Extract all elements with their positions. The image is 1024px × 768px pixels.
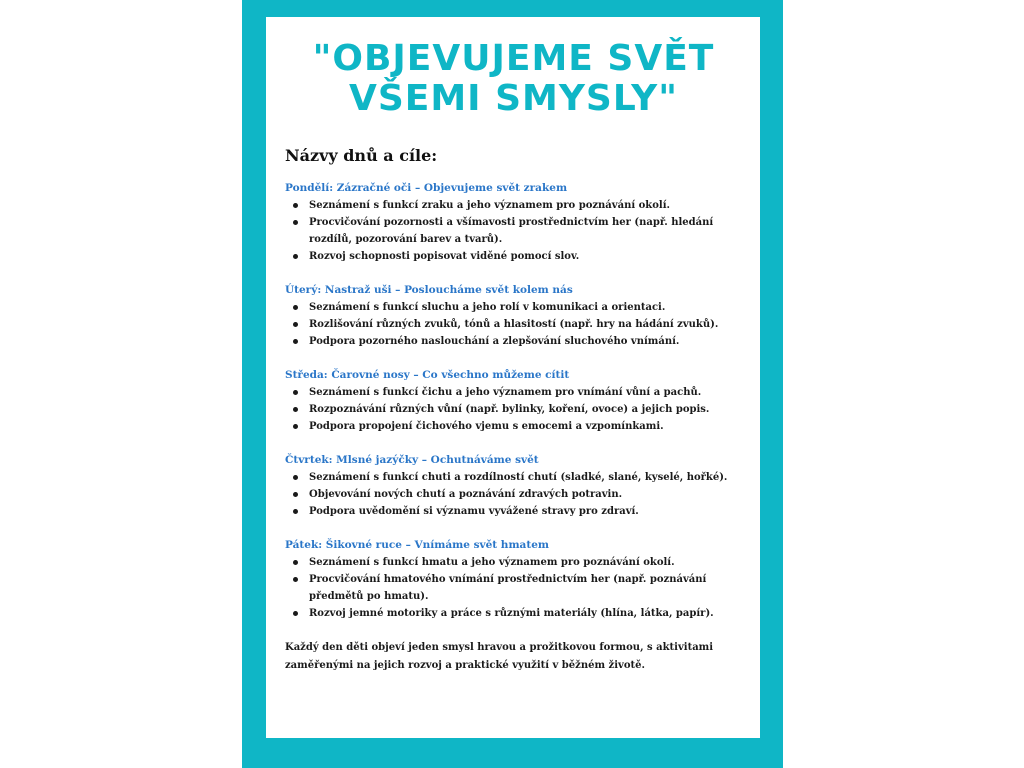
goal-item xyxy=(305,333,742,350)
day-monday xyxy=(285,180,742,265)
goal-item xyxy=(305,503,742,520)
poster-sheet xyxy=(266,17,760,738)
bullet-icon xyxy=(293,492,298,497)
day-title: Středa: Čarovné nosy – Co všechno můžeme cítit xyxy=(285,369,570,381)
section-heading: Názvy dnů a cíle: xyxy=(285,146,438,165)
bullet-icon xyxy=(293,254,298,259)
goal-item xyxy=(305,571,742,605)
bullet-icon xyxy=(293,305,298,310)
goal-text: Rozlišování různých zvuků, tónů a hlasitostí (např. hry na hádání zvuků). xyxy=(309,319,719,330)
bullet-icon xyxy=(293,509,298,514)
poster-title xyxy=(285,39,742,119)
bullet-icon xyxy=(293,220,298,225)
goal-item xyxy=(305,214,742,248)
goal-item xyxy=(305,469,742,486)
goal-item xyxy=(305,316,742,333)
goal-text: Seznámení s funkcí zraku a jeho významem pro poznávání okolí. xyxy=(309,200,670,211)
goal-text: Seznámení s funkcí hmatu a jeho významem pro poznávání okolí. xyxy=(309,557,675,568)
bullet-icon xyxy=(293,611,298,616)
day-title: Pondělí: Zázračné oči – Objevujeme svět zrakem xyxy=(285,182,568,194)
bullet-icon xyxy=(293,560,298,565)
day-title: Čtvrtek: Mlsné jazýčky – Ochutnáváme svět xyxy=(285,454,539,466)
goal-text: Podpora propojení čichového vjemu s emocemi a vzpomínkami. xyxy=(309,421,664,432)
goal-item xyxy=(305,401,742,418)
day-title: Úterý: Nastraž uši – Posloucháme svět kolem nás xyxy=(285,284,573,296)
goal-text: Procvičování pozornosti a všímavosti prostřednictvím her (např. hledání rozdílů, pozorování barev a tvarů). xyxy=(309,217,714,245)
closing-paragraph: Každý den děti objeví jeden smysl hravou a prožitkovou formou, s aktivitami zaměřenými na jejich rozvoj a praktické využití v běžném životě. xyxy=(285,642,714,671)
goal-item xyxy=(305,299,742,316)
bullet-icon xyxy=(293,203,298,208)
bullet-icon xyxy=(293,475,298,480)
goal-list xyxy=(285,554,742,622)
goal-text: Rozvoj schopnosti popisovat viděné pomocí slov. xyxy=(309,251,580,262)
day-wednesday xyxy=(285,367,742,435)
goal-list xyxy=(285,469,742,520)
goal-item xyxy=(305,605,742,622)
goal-text: Seznámení s funkcí čichu a jeho významem pro vnímání vůní a pachů. xyxy=(309,387,702,398)
poster-title-line-2: VŠEMI SMYSLY" xyxy=(348,78,679,119)
goal-item xyxy=(305,384,742,401)
goal-text: Podpora uvědomění si významu vyvážené stravy pro zdraví. xyxy=(309,506,639,517)
bullet-icon xyxy=(293,407,298,412)
goal-item xyxy=(305,418,742,435)
goal-list xyxy=(285,197,742,265)
goal-item xyxy=(305,554,742,571)
bullet-icon xyxy=(293,322,298,327)
day-thursday xyxy=(285,452,742,520)
goal-text: Seznámení s funkcí sluchu a jeho rolí v komunikaci a orientaci. xyxy=(309,302,666,313)
goal-text: Rozvoj jemné motoriky a práce s různými materiály (hlína, látka, papír). xyxy=(309,608,714,619)
bullet-icon xyxy=(293,339,298,344)
goal-list xyxy=(285,384,742,435)
goal-text: Podpora pozorného naslouchání a zlepšování sluchového vnímání. xyxy=(309,336,680,347)
goal-text: Rozpoznávání různých vůní (např. bylinky, koření, ovoce) a jejich popis. xyxy=(309,404,710,415)
day-list xyxy=(285,180,742,622)
goal-item xyxy=(305,248,742,265)
bullet-icon xyxy=(293,390,298,395)
day-title: Pátek: Šikovné ruce – Vnímáme svět hmatem xyxy=(285,539,549,551)
goal-text: Objevování nových chutí a poznávání zdravých potravin. xyxy=(309,489,623,500)
poster-title-line-1: "OBJEVUJEME SVĚT xyxy=(312,38,715,79)
goal-item xyxy=(305,197,742,214)
day-tuesday xyxy=(285,282,742,350)
goal-text: Seznámení s funkcí chuti a rozdílností chutí (sladké, slané, kyselé, hořké). xyxy=(309,472,728,483)
day-friday xyxy=(285,537,742,622)
goal-list xyxy=(285,299,742,350)
goal-text: Procvičování hmatového vnímání prostřednictvím her (např. poznávání předmětů po hmatu). xyxy=(309,574,707,602)
bullet-icon xyxy=(293,577,298,582)
bullet-icon xyxy=(293,424,298,429)
goal-item xyxy=(305,486,742,503)
